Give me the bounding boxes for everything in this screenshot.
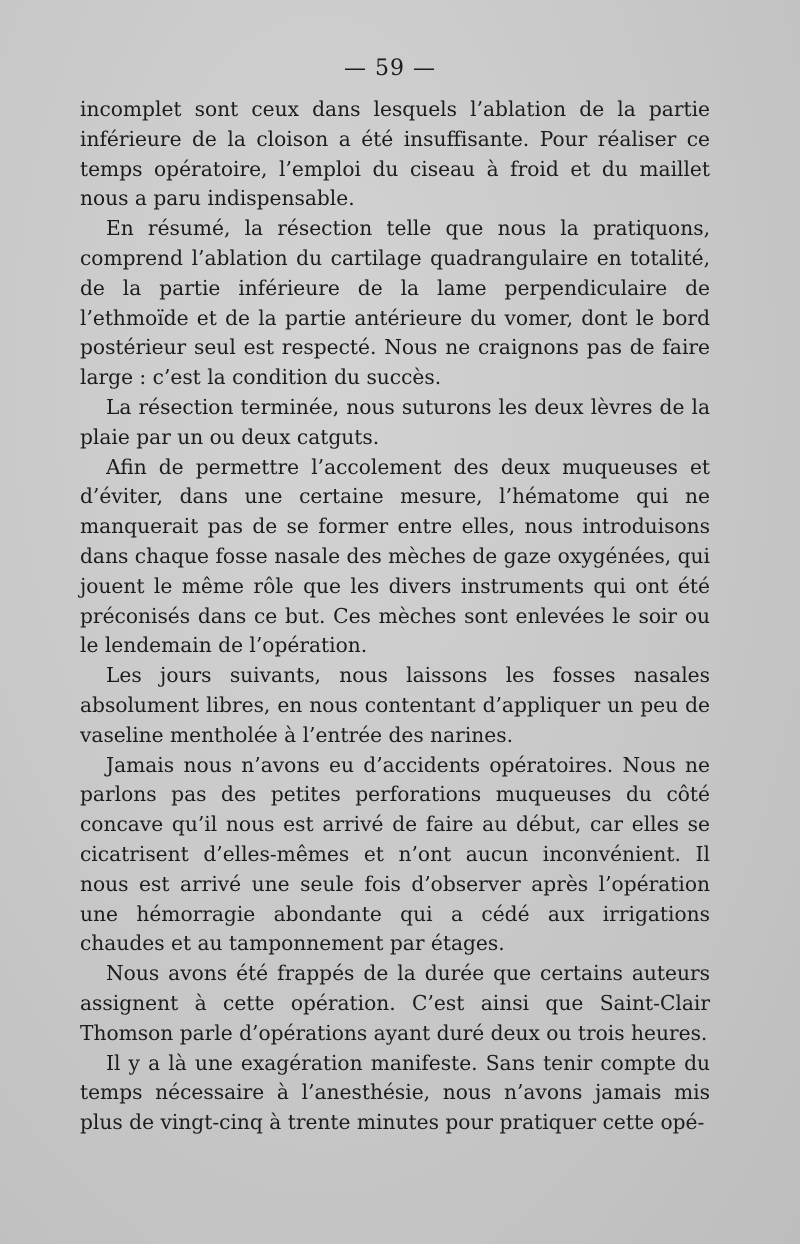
paragraph-4: Afin de permettre l’accolement des deux muqueuses et d’éviter, dans une certaine mesure, l’hématome qui ne manquerait pas de se former entre elles, nous introduisons dans chaque fosse nasale des mèches de gaze oxygénées, qui jouent le même rôle que les divers instruments qui ont été préconisés dans ce but. Ces mèches sont enlevées le soir ou le lendemain de l’opération. [80, 454, 710, 658]
paragraph-6: Jamais nous n’avons eu d’accidents opératoires. Nous ne parlons pas des petites perforations muqueuses du côté concave qu’il nous est arrivé de faire au début, car elles se cicatrisent d’elles-mêmes et n’ont aucun inconvénient. Il nous est arrivé une seule fois d’observer après l’opération une hémorragie abondante qui a cédé aux irrigations chaudes et au tamponnement par étages. [80, 752, 710, 956]
paragraph-7: Nous avons été frappés de la durée que certains auteurs assignent à cette opération. C’est ainsi que Saint-Clair Thomson parle d’opérations ayant duré deux ou trois heures. [80, 961, 710, 1045]
paragraph-8: Il y a là une exagération manifeste. Sans tenir compte du temps nécessaire à l’anesthésie, nous n’avons jamais mis plus de vingt-cinq à trente minutes pour pratiquer cette opé- [80, 1050, 710, 1135]
paragraph-3: La résection terminée, nous suturons les deux lèvres de la plaie par un ou deux catguts. [80, 394, 710, 449]
page-number: — 59 — [344, 56, 436, 81]
paragraph-2: En résumé, la résection telle que nous la pratiquons, comprend l’ablation du cartilage quadrangulaire en totalité, de la partie inférieure de la lame perpendiculaire de l’ethmoïde et de la partie antérieure du vomer, dont le bord postérieur seul est respecté. Nous ne craignons pas de faire large : c’est la condition du succès. [80, 216, 710, 390]
paragraph-1: incomplet sont ceux dans lesquels l’ablation de la partie inférieure de la cloison a été insuffisante. Pour réaliser ce temps opératoire, l’emploi du ciseau à froid et du maillet nous a paru indispensable. [80, 97, 710, 211]
body-text [80, 95, 710, 1138]
paragraph-5: Les jours suivants, nous laissons les fosses nasales absolument libres, en nous contentant d’appliquer un peu de vaseline mentholée à l’entrée des narines. [80, 663, 710, 747]
